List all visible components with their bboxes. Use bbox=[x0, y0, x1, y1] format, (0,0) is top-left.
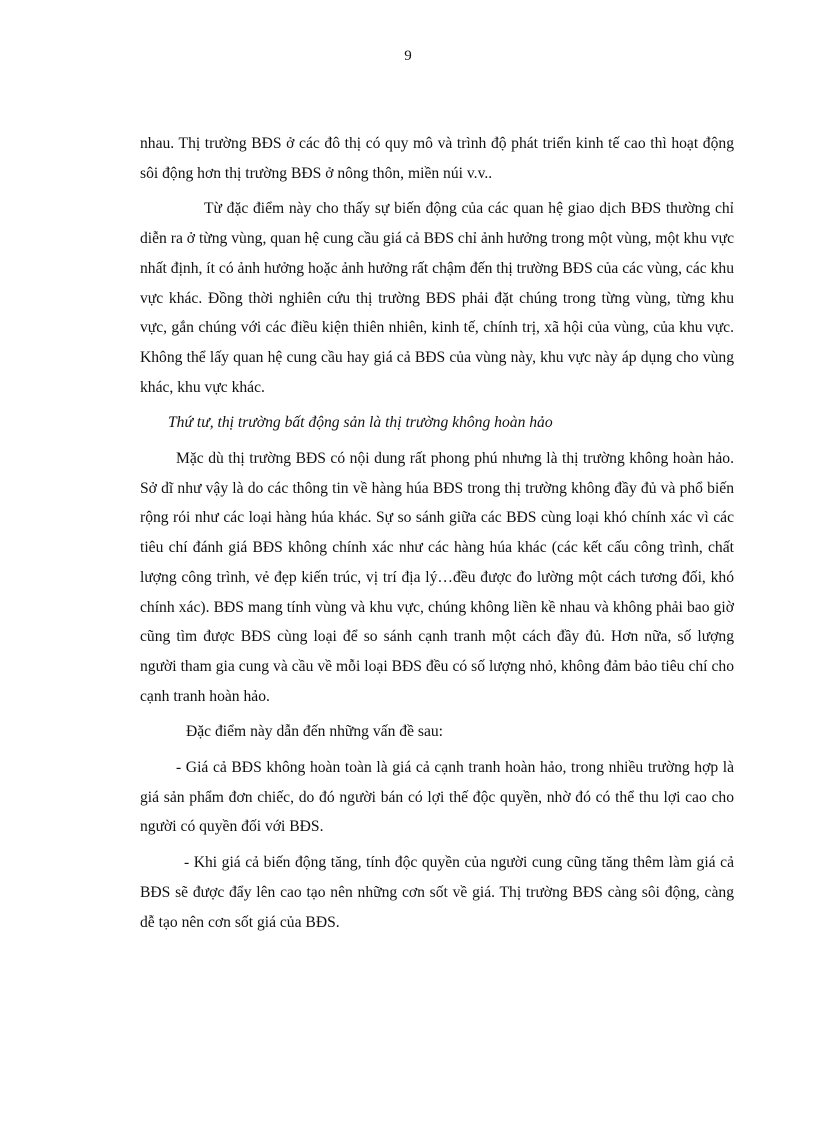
paragraph-consequences-intro: Đặc điểm này dẫn đến những vấn đề sau: bbox=[186, 723, 444, 741]
section-heading-imperfect-market: Thứ tư, thị trường bất động sản là thị trường không hoàn hảo bbox=[168, 414, 553, 432]
paragraph-continuation: nhau. Thị trường BĐS ở các đô thị có quy mô và trình độ phát triển kinh tế cao thì hoạt động sôi động hơn thị trường BĐS ở nông thôn, miền núi v.v.. bbox=[140, 135, 734, 182]
page-number: 9 bbox=[404, 48, 412, 64]
list-item-price-fever: - Khi giá cả biến động tăng, tính độc quyền của người cung cũng tăng thêm làm giá cả BĐS sẽ được đẩy lên cao tạo nên những cơn sốt về giá. Thị trường BĐS càng sôi động, càng dễ tạo nên cơn sốt giá của BĐS. bbox=[140, 854, 734, 931]
paragraph-imperfect-market: Mặc dù thị trường BĐS có nội dung rất phong phú nhưng là thị trường không hoàn hảo. Sở dĩ như vậy là do các thông tin về hàng húa BĐS trong thị trường không đầy đủ và phổ biến rộng rói như các loại hàng húa khác. Sự so sánh giữa các BĐS cùng loại khó chính xác vì các tiêu chí đánh giá BĐS không chính xác như các hàng húa khác (các kết cấu công trình, chất lượng công trình, vẻ đẹp kiến trúc, vị trí địa lý…đều được đo lường một cách tương đối, khó chính xác). BĐS mang tính vùng và khu vực, chúng không liền kề nhau và không phải bao giờ cũng tìm được BĐS cùng loại để so sánh cạnh tranh một cách đầy đủ. Hơn nữa, số lượng người tham gia cung và cầu về mỗi loại BĐS đều có số lượng nhỏ, không đảm bảo tiêu chí cho cạnh tranh hoàn hảo. bbox=[140, 450, 734, 705]
paragraph-regional-effect: Từ đặc điểm này cho thấy sự biến động của các quan hệ giao dịch BĐS thường chỉ diễn ra ở từng vùng, quan hệ cung cầu giá cả BĐS chỉ ảnh hưởng trong một vùng, một khu vực nhất định, ít có ảnh hưởng hoặc ảnh hưởng rất chậm đến thị trường BĐS của các vùng, các khu vực khác. Đồng thời nghiên cứu thị trường BĐS phải đặt chúng trong từng vùng, từng khu vực, gắn chúng với các điều kiện thiên nhiên, kinh tế, chính trị, xã hội của vùng, của khu vực. Không thể lấy quan hệ cung cầu hay giá cả BĐS của vùng này, khu vực này áp dụng cho vùng khác, khu vực khác. bbox=[140, 200, 734, 396]
list-item-price-competition: - Giá cả BĐS không hoàn toàn là giá cả cạnh tranh hoàn hảo, trong nhiều trường hợp là giá sản phẩm đơn chiếc, do đó người bán có lợi thế độc quyền, nhờ đó có thể thu lợi cao cho người có quyền đối với BĐS. bbox=[140, 759, 734, 836]
document-body bbox=[140, 129, 734, 943]
